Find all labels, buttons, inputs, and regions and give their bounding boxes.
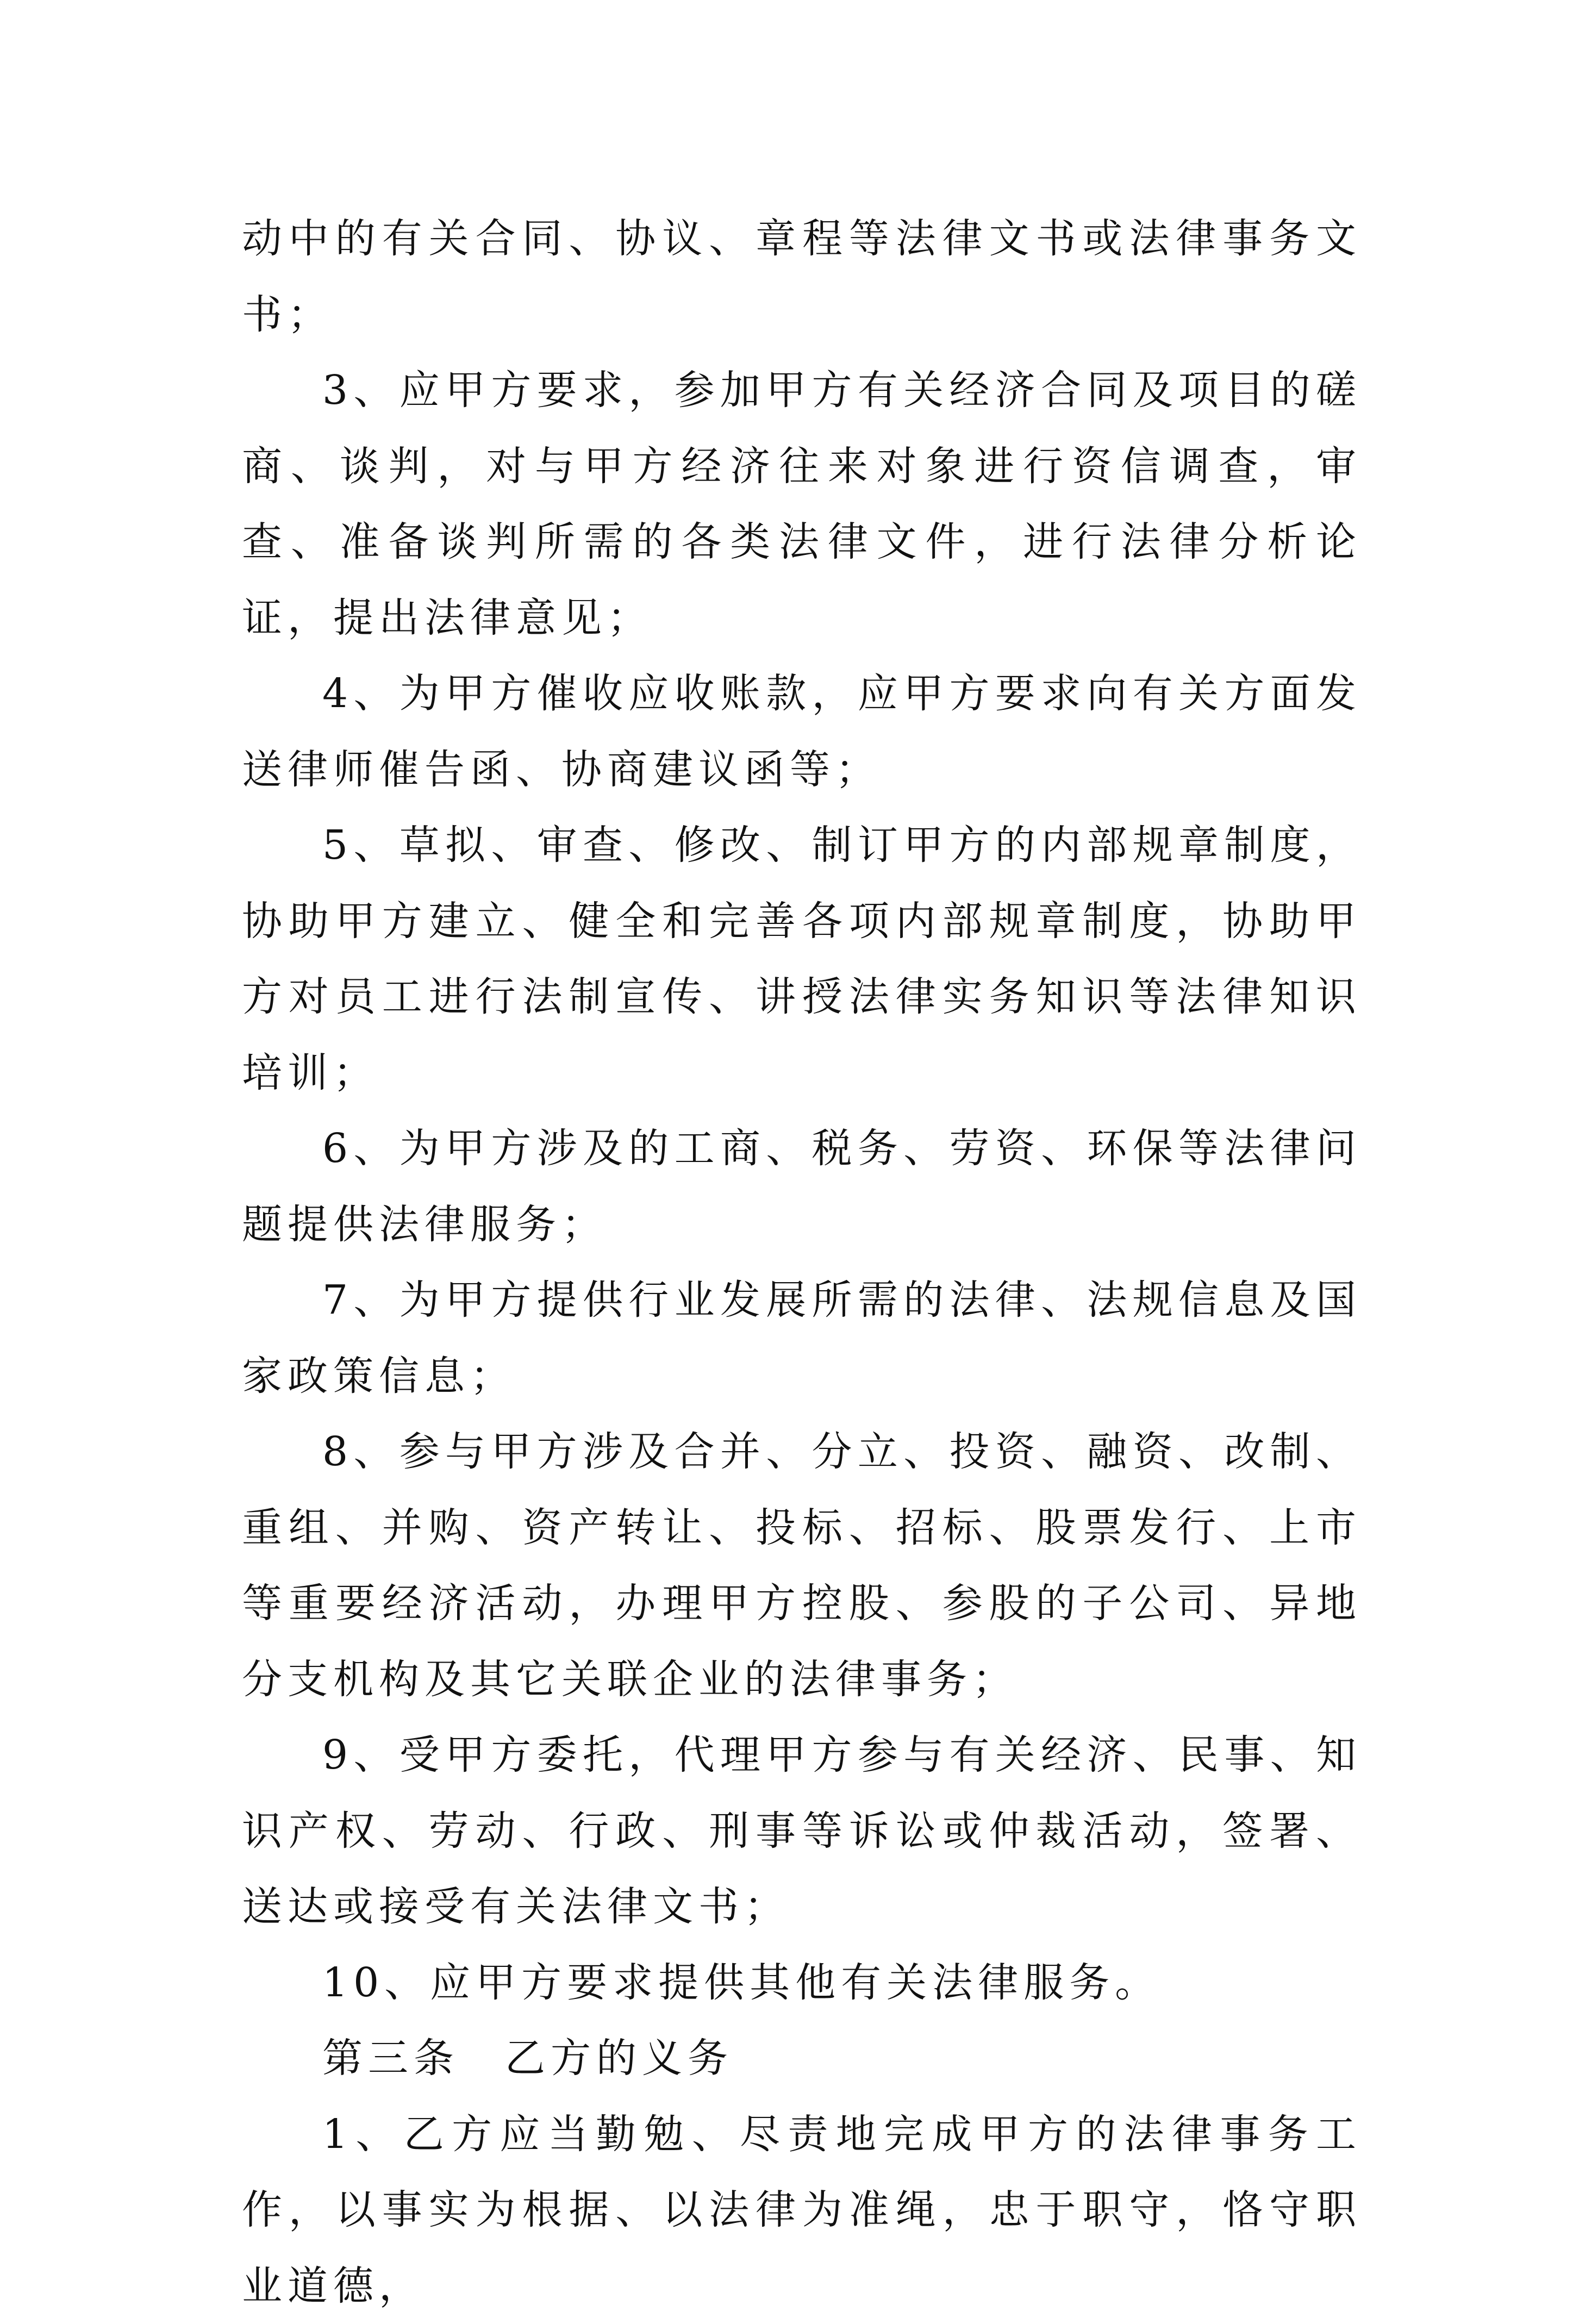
paragraph-item-4: 4、为甲方催收应收账款，应甲方要求向有关方面发送律师催告函、协商建议函等；: [242, 656, 1362, 808]
paragraph-item-5: 5、草拟、审查、修改、制订甲方的内部规章制度，协助甲方建立、健全和完善各项内部规章制度，协助甲方对员工进行法制宣传、讲授法律实务知识等法律知识培训；: [242, 808, 1362, 1111]
paragraph-item-10: 10、应甲方要求提供其他有关法律服务。: [242, 1945, 1362, 2021]
document-body: [242, 201, 1362, 2324]
paragraph-continuation: 动中的有关合同、协议、章程等法律文书或法律事务文书；: [242, 201, 1362, 353]
paragraph-item-3: 3、应甲方要求，参加甲方有关经济合同及项目的磋商、谈判，对与甲方经济往来对象进行资信调查，审查、准备谈判所需的各类法律文件，进行法律分析论证，提出法律意见；: [242, 353, 1362, 656]
paragraph-item-8: 8、参与甲方涉及合并、分立、投资、融资、改制、重组、并购、资产转让、投标、招标、股票发行、上市等重要经济活动，办理甲方控股、参股的子公司、异地分支机构及其它关联企业的法律事务；: [242, 1414, 1362, 1717]
paragraph-item-9: 9、受甲方委托，代理甲方参与有关经济、民事、知识产权、劳动、行政、刑事等诉讼或仲裁活动，签署、送达或接受有关法律文书；: [242, 1717, 1362, 1945]
section-heading-article-3: 第三条 乙方的义务: [242, 2021, 1362, 2097]
paragraph-item-6: 6、为甲方涉及的工商、税务、劳资、环保等法律问题提供法律服务；: [242, 1111, 1362, 1263]
paragraph-obligation-1: 1、乙方应当勤勉、尽责地完成甲方的法律事务工作，以事实为根据、以法律为准绳，忠于职守，恪守职业道德，: [242, 2097, 1362, 2324]
paragraph-item-7: 7、为甲方提供行业发展所需的法律、法规信息及国家政策信息；: [242, 1263, 1362, 1414]
